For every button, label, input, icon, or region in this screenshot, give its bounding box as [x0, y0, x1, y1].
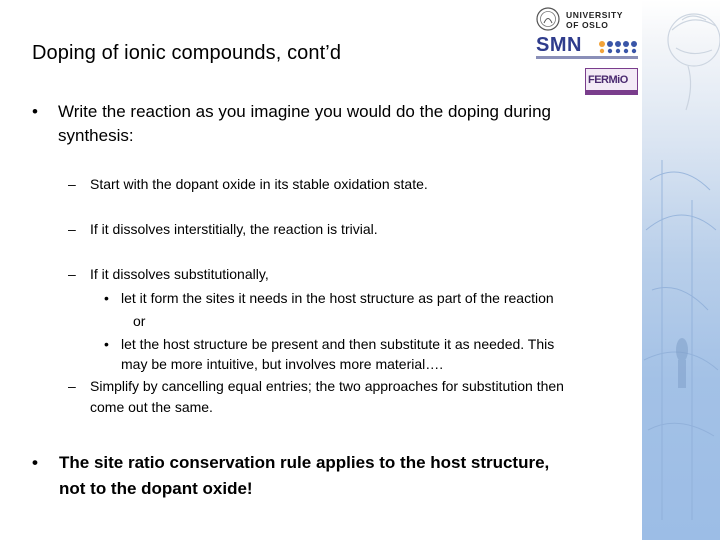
- subitem-c-or: or: [133, 313, 146, 329]
- subitem-a: Start with the dopant oxide in its stable oxidation state.: [90, 176, 428, 192]
- smn-dots-icon: [598, 40, 638, 54]
- fermio-logo: [585, 68, 638, 95]
- dash-marker: –: [68, 221, 76, 237]
- uio-wordmark: [566, 10, 623, 30]
- bullet-marker: •: [104, 290, 109, 306]
- bullet1-line1: Write the reaction as you imagine you would do the doping during: [58, 102, 551, 121]
- uio-seal-icon: [536, 6, 560, 32]
- subitem-c-option2-line2: may be more intuitive, but involves more material….: [121, 356, 444, 372]
- smn-wordmark: SMN: [536, 34, 582, 56]
- fermio-bar: [586, 90, 638, 94]
- sculpture-graphic: [642, 0, 720, 540]
- subitem-c: If it dissolves substitutionally,: [90, 266, 269, 282]
- subitem-b: If it dissolves interstitially, the reaction is trivial.: [90, 221, 378, 237]
- fermio-wordmark: FERMiO: [588, 74, 628, 86]
- decorative-side-band: [642, 0, 720, 540]
- dash-marker: –: [68, 378, 76, 394]
- slide-title: Doping of ionic compounds, cont’d: [32, 42, 342, 64]
- dash-marker: –: [68, 266, 76, 282]
- university-of-oslo-logo: [536, 6, 636, 36]
- subitem-d-line2: come out the same.: [90, 399, 213, 415]
- dash-marker: –: [68, 176, 76, 192]
- uio-line1: UNIVERSITY: [566, 10, 624, 20]
- subitem-c-option2-line1: let the host structure be present and then substitute it as needed. This: [121, 336, 555, 352]
- uio-line2: OF OSLO: [566, 20, 609, 30]
- subitem-d-line1: Simplify by cancelling equal entries; the two approaches for substitution then: [90, 378, 564, 394]
- subitem-c-option1: let it form the sites it needs in the host structure as part of the reaction: [121, 290, 554, 306]
- smn-logo: [536, 36, 638, 64]
- bullet-marker: •: [32, 102, 38, 121]
- bullet2-line2: not to the dopant oxide!: [59, 479, 253, 498]
- bullet-marker: •: [32, 453, 38, 472]
- bullet1-line2: synthesis:: [58, 126, 134, 145]
- smn-subline: [536, 56, 638, 59]
- bullet2-line1: The site ratio conservation rule applies to the host structure,: [59, 453, 550, 472]
- bullet-marker: •: [104, 336, 109, 352]
